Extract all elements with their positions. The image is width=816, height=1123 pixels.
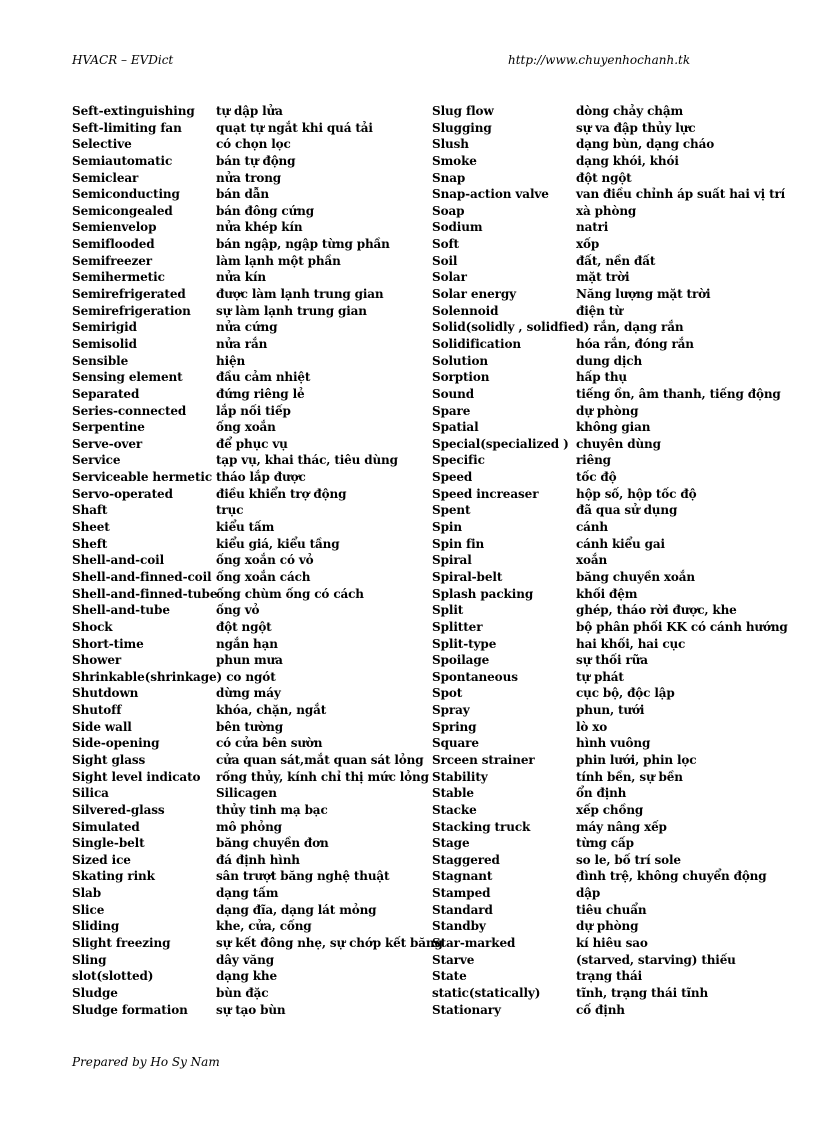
entry-term: Spent [432,503,471,518]
entry-term: Single-belt [72,836,145,851]
entry-meaning: không gian [576,420,651,435]
entry-meaning: tự dập lửa [216,104,283,118]
entry-term: Stationary [432,1002,501,1017]
entry-meaning: xốp [576,237,600,252]
entry-term: Spin [432,520,462,535]
entry-term: Shell-and-finned-tube [72,586,218,601]
entry-meaning: tháo lắp được [216,470,306,485]
entry-term: Service [72,453,121,468]
entry-term: Shell-and-finned-coil [72,569,212,584]
entry-term: Simulated [72,819,140,834]
entry-term: Slight freezing [72,936,171,951]
entry-meaning: khóa, chặn, ngắt [216,703,327,718]
entry-meaning: sự thối rữa [576,653,648,668]
entry-meaning: riêng [576,453,611,468]
entry-term: Sliding [72,919,120,934]
entry-term: Short-time [72,636,144,651]
entry-meaning: để phục vụ [216,436,288,451]
entry-term: Skating rink [72,869,155,884]
entry-meaning: khối đệm [576,586,638,601]
entry-term: Sound [432,386,475,401]
entry-meaning: máy nâng xếp [576,819,667,834]
entry-meaning: cánh [576,520,608,535]
entry-term: Spare [432,403,471,418]
entry-term: Sludge formation [72,1002,188,1017]
entry-meaning: đá định hình [216,852,300,867]
entry-term: Semiflooded [72,237,155,252]
entry-term: Separated [72,386,140,401]
entry-meaning: đứng riêng lẻ [216,386,305,401]
entry-term: Smoke [432,153,477,168]
entry-term: Stacke [432,802,477,817]
entry-term: Solution [432,353,488,368]
entry-meaning: bán tự động [216,153,296,168]
entry-term: Slugging [432,120,492,135]
footer-credit: Prepared by Ho Sy Nam [72,1055,220,1069]
entry-meaning: tính bền, sự bền [576,769,683,784]
entry-term: Shock [72,619,113,634]
entry-meaning: hình vuông [576,736,651,751]
entry-meaning: thủy tinh mạ bạc [216,802,328,817]
entry-term: Sized ice [72,852,131,867]
entry-meaning: dạng bùn, dạng cháo [576,137,715,152]
entry-term: Soft [432,237,459,252]
entry-term: Side wall [72,719,132,734]
entry-meaning: từng cấp [576,836,634,851]
entry-term: Soap [432,203,465,218]
entry-term: Semiconducting [72,187,180,202]
entry-meaning: trục [216,503,244,518]
entry-term: Staggered [432,852,500,867]
entry-meaning: tốc độ [576,470,617,485]
entry-meaning: bùn đặc [216,985,269,1000]
entry-term: Seft-extinguishing [72,104,195,118]
entry-meaning: xoắn [576,553,608,568]
entry-term: Slush [432,137,469,152]
entry-meaning: bán dẫn [216,187,269,202]
entry-meaning: bên tường [216,719,283,734]
entry-meaning: kiểu giá, kiểu tầng [216,536,340,551]
entry-meaning: ống xoắn [216,420,276,435]
entry-meaning: xà phòng [576,203,637,218]
entry-term: Seft-limiting fan [72,120,182,135]
entry-term: Starve [432,952,475,967]
entry-meaning: băng chuyền xoắn [576,569,695,584]
entry-meaning: cánh kiểu gai [576,536,665,551]
entry-term: Spontaneous [432,669,518,684]
entry-meaning: natri [576,220,609,235]
entry-meaning: trạng thái [576,969,643,984]
entry-term: Split-type [432,636,497,651]
entry-meaning: có cửa bên sườn [216,736,323,751]
entry-term: Speed increaser [432,486,539,501]
entry-term: Spiral-belt [432,569,503,584]
entry-meaning: khe, cửa, cống [216,919,312,934]
entry-term: Sorption [432,370,490,385]
entry-term: Semiclear [72,170,139,185]
entry-meaning: (starved, starving) thiếu [576,952,736,967]
entry-meaning: ống xoắn có vỏ [216,553,314,568]
entry-term: Splitter [432,619,483,634]
entry-meaning: dung dịch [576,353,643,368]
entry-term: Sight glass [72,752,146,767]
entry-meaning: đột ngột [216,619,272,634]
entry-term: Spiral [432,553,472,568]
entry-meaning: tiêu chuẩn [576,902,647,917]
entry-meaning: hiện [216,353,246,368]
entry-term: Sensible [72,353,129,368]
entry-term: Stacking truck [432,819,531,834]
entry-term: Semiautomatic [72,153,173,168]
entry-meaning: mô phỏng [216,819,282,834]
entry-term: Special(specialized ) [432,436,569,451]
entry-term: Stable [432,786,474,801]
entry-term: Semirefrigerated [72,287,186,302]
entry-term: Semicongealed [72,203,173,218]
entry-meaning: sân trượt băng nghệ thuật [216,869,390,884]
entry-term: Shaft [72,503,108,518]
entry-term: Speed [432,470,473,485]
entry-term: Snap [432,170,466,185]
entry-term: Silvered-glass [72,802,165,817]
entry-term: Spatial [432,420,479,435]
entry-meaning: tiếng ồn, âm thanh, tiếng động [576,386,781,401]
entry-meaning: rống thủy, kính chỉ thị mức lỏng [216,769,429,784]
entry-term: Sheft [72,536,108,551]
entry-term: Semirigid [72,320,137,335]
entry-meaning: đất, nền đất [576,253,656,268]
entry-meaning: sự kết đông nhẹ, sự chớp kết băng [216,936,443,951]
entry-term: Stagnant [432,869,493,884]
entry-meaning: tạp vụ, khai thác, tiêu dùng [216,453,398,468]
entry-meaning: cố định [576,1002,625,1017]
entry-meaning: dạng khói, khói [576,153,679,168]
entry-meaning: dòng chảy chậm [576,104,684,118]
entry-term: Soil [432,253,458,268]
entry-term: Serve-over [72,436,143,451]
entry-meaning: đã qua sử dụng [576,503,678,518]
entry-term: Semirefrigeration [72,303,191,318]
entry-meaning: điều khiển trợ động [216,486,347,501]
entry-meaning: đầu cảm nhiệt [216,370,311,385]
entry-term: Shutoff [72,703,122,718]
entry-term: Stamped [432,886,491,901]
entry-meaning: bán ngập, ngập từng phần [216,237,390,252]
entry-term: Split [432,603,464,618]
entry-meaning: Silicagen [216,786,277,801]
entry-meaning: điện từ [576,303,623,318]
entry-term: Serviceable hermetic [72,470,213,485]
entry-term: Shower [72,653,122,668]
entry-meaning: dự phòng [576,403,639,418]
entry-meaning: tĩnh, trạng thái tĩnh [576,985,709,1000]
entry-term: Semihermetic [72,270,165,285]
entry-term: Solennoid [432,303,499,318]
entry-term: State [432,969,467,984]
entry-term: Sling [72,952,107,967]
entry-meaning: ống xoắn cách [216,569,311,584]
entry-meaning: dự phòng [576,919,639,934]
entry-meaning: tự phát [576,669,624,684]
entry-meaning: ổn định [576,786,627,801]
entry-meaning: kiểu tấm [216,520,275,535]
entry-term: Snap-action valve [432,187,549,202]
entry-term: Specific [432,453,485,468]
entry-term: static(statically) [432,985,541,1000]
entry-meaning: dây văng [216,952,274,967]
entry-term: Spring [432,719,477,734]
entry-term: Side-opening [72,736,160,751]
entry-meaning: hấp thụ [576,370,628,385]
entry-meaning: sự tạo bùn [216,1002,286,1017]
entry-meaning: ống chùm ống có cách [216,586,364,601]
entry-term: Spin fin [432,536,485,551]
entry-meaning: sự làm lạnh trung gian [216,303,367,318]
entry-meaning: bán đông cứng [216,203,314,218]
entry-term: Sheet [72,520,110,535]
entry-term: Semifreezer [72,253,152,268]
entry-term: Stage [432,836,470,851]
entry-meaning: dạng khe [216,969,277,984]
entry-meaning: có chọn lọc [216,137,291,152]
entry-term: Standard [432,902,493,917]
entry-meaning: quạt tự ngắt khi quá tải [216,120,373,135]
entry-meaning: dập [576,886,601,901]
entry-meaning: dạng tấm [216,886,279,901]
entry-term: Solidification [432,336,521,351]
entry-term: Sight level indicato [72,769,201,784]
entry-meaning: dạng đĩa, dạng lát mỏng [216,902,377,917]
entry-term: Square [432,736,479,751]
entry-term: Solid(solidly , solidfied) rắn, dạng rắn [432,320,684,335]
entry-term: Servo-operated [72,486,173,501]
entry-meaning: hóa rắn, đóng rắn [576,336,694,351]
entry-meaning: đột ngột [576,170,632,185]
entry-term: Silica [72,786,109,801]
entry-meaning: van điều chỉnh áp suất hai vị trí [576,187,786,202]
entry-meaning: nửa kín [216,270,266,285]
entry-meaning: nửa khép kín [216,220,303,235]
entry-meaning: Năng lượng mặt trời [576,287,711,302]
entry-term: Srceen strainer [432,752,535,767]
entry-meaning: lắp nối tiếp [216,403,291,418]
entry-term: Standby [432,919,486,934]
entry-meaning: phun, tưới [576,703,645,718]
entry-meaning: nửa trong [216,170,282,185]
entry-term: Sludge [72,985,118,1000]
entry-term: Slug flow [432,104,494,118]
header-title: HVACR – EVDict [72,53,174,67]
entry-meaning: đình trệ, không chuyển động [576,869,767,884]
entry-term: Semisolid [72,336,137,351]
entry-meaning: mặt trời [576,270,630,285]
entry-meaning: dừng máy [216,686,281,701]
entry-meaning: ống vỏ [216,603,260,618]
entry-term: Semienvelop [72,220,157,235]
entry-term: Spot [432,686,463,701]
entry-meaning: so le, bố trí sole [576,852,681,867]
entry-meaning: nửa rắn [216,336,268,351]
entry-meaning: băng chuyền đơn [216,836,329,851]
entry-meaning: hộp số, hộp tốc độ [576,486,697,501]
entry-meaning: làm lạnh một phần [216,253,341,268]
entry-term: Shell-and-tube [72,603,170,618]
entry-meaning: phun mưa [216,653,283,668]
entry-meaning: phin lưới, phin lọc [576,752,697,767]
entry-meaning: bộ phân phối KK có cánh hướng [576,619,788,634]
entry-term: Series-connected [72,403,187,418]
entry-term: Shell-and-coil [72,553,165,568]
entry-meaning: ghép, tháo rời được, khe [576,603,737,618]
entry-term: Slice [72,902,105,917]
entry-meaning: sự va đập thủy lực [576,120,696,135]
entry-term: Slab [72,886,101,901]
entry-term: Stability [432,769,488,784]
entry-term: Serpentine [72,420,145,435]
entry-meaning: lò xo [576,719,608,734]
entry-term: Sensing element [72,370,183,385]
entry-term: Splash packing [432,586,534,601]
entry-term: Selective [72,137,132,152]
entry-term: Star-marked [432,936,516,951]
entry-meaning: chuyên dùng [576,436,661,451]
header-url: http://www.chuyenhochanh.tk [508,53,691,67]
entry-term: Spray [432,703,470,718]
entry-term: Shutdown [72,686,139,701]
entry-term: Solar energy [432,287,516,302]
entry-meaning: ngắn hạn [216,636,278,651]
entry-term: Spoilage [432,653,490,668]
entry-meaning: nửa cứng [216,320,278,335]
entry-term: Solar [432,270,467,285]
entry-term: slot(slotted) [72,969,154,984]
entry-meaning: xếp chồng [576,802,644,817]
entry-meaning: cửa quan sát,mắt quan sát lỏng [216,752,424,767]
entry-meaning: cục bộ, độc lập [576,686,675,701]
entry-term: Sodium [432,220,483,235]
entry-term: Shrinkable(shrinkage) co ngót [72,669,276,684]
entry-meaning: được làm lạnh trung gian [216,287,384,302]
entry-meaning: hai khối, hai cục [576,636,686,651]
entry-meaning: kí hiêu sao [576,936,648,951]
